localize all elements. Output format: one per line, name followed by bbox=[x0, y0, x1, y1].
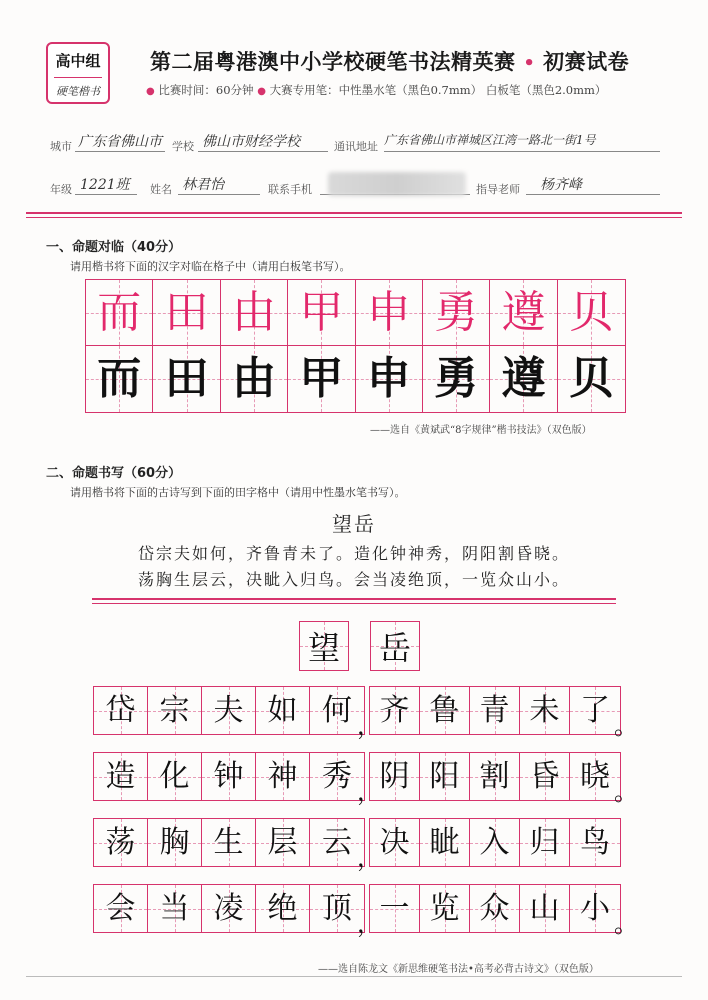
title-main: 第二届粤港澳中小学校硬笔书法精英赛 bbox=[150, 50, 516, 74]
writing-cell[interactable]: 如 bbox=[256, 687, 310, 734]
writing-cell[interactable]: 昏 bbox=[520, 753, 570, 800]
period-mark: 。 bbox=[614, 910, 638, 938]
model-char-cell: 贝 bbox=[558, 280, 625, 346]
writing-cell[interactable]: 了 bbox=[570, 687, 620, 734]
city-value[interactable]: 广东省佛山市 bbox=[78, 134, 162, 150]
writing-cell[interactable]: 小 bbox=[570, 885, 620, 932]
writing-cell[interactable]: 云 bbox=[310, 819, 364, 866]
written-char-cell[interactable]: 勇 bbox=[423, 346, 490, 412]
writing-cell[interactable]: 凌 bbox=[202, 885, 256, 932]
badge-level: 高中组 bbox=[55, 52, 101, 70]
exam-title bbox=[150, 46, 690, 76]
comma-mark: ， bbox=[357, 844, 381, 872]
section2-instruction: 请用楷书将下面的古诗写到下面的田字格中（请用中性墨水笔书写）。 bbox=[70, 486, 406, 499]
writing-cell[interactable]: 胸 bbox=[148, 819, 202, 866]
writing-cell[interactable]: 阴 bbox=[370, 753, 420, 800]
poem-divider-thin bbox=[92, 603, 616, 604]
poem-line-2: 荡胸生层云，决眦入归鸟。会当凌绝顶，一览众山小。 bbox=[137, 570, 570, 589]
teacher-label: 指导老师 bbox=[476, 183, 520, 196]
writing-cell[interactable]: 造 bbox=[94, 753, 148, 800]
period-mark: 。 bbox=[614, 778, 638, 806]
comma-mark: ， bbox=[357, 778, 381, 806]
title-suffix: 初赛试卷 bbox=[543, 50, 630, 74]
comma-mark: ， bbox=[357, 910, 381, 938]
footer-line bbox=[26, 976, 682, 977]
writing-cell[interactable]: 入 bbox=[470, 819, 520, 866]
written-char-cell[interactable]: 遵 bbox=[490, 346, 557, 412]
badge-category: 硬笔楷书 bbox=[56, 85, 100, 98]
writing-cell[interactable]: 顶 bbox=[310, 885, 364, 932]
written-title-cell[interactable]: 望 bbox=[299, 621, 349, 671]
title-dot: • bbox=[523, 53, 536, 74]
address-value[interactable]: 广东省佛山市禅城区江湾一路北一街1号 bbox=[384, 133, 596, 147]
writing-cell[interactable]: 神 bbox=[256, 753, 310, 800]
section2-source: ——选自陈龙文《新思维硬笔书法•高考必背古诗文》（双色版） bbox=[318, 964, 599, 975]
grade-value[interactable]: 1221班 bbox=[80, 177, 130, 193]
writing-row-left bbox=[93, 752, 365, 801]
written-title-cell[interactable]: 岳 bbox=[370, 621, 420, 671]
section1-instruction: 请用楷书将下面的汉字对临在格子中（请用白板笔书写）。 bbox=[70, 260, 351, 273]
writing-cell[interactable]: 未 bbox=[520, 687, 570, 734]
writing-cell[interactable]: 晓 bbox=[570, 753, 620, 800]
copy-grid bbox=[85, 279, 626, 413]
writing-cell[interactable]: 宗 bbox=[148, 687, 202, 734]
writing-cell[interactable]: 一 bbox=[370, 885, 420, 932]
writing-row-right bbox=[369, 686, 621, 735]
exam-subtitle bbox=[146, 82, 686, 98]
writing-cell[interactable]: 齐 bbox=[370, 687, 420, 734]
model-char-cell: 而 bbox=[86, 280, 153, 346]
poem-divider bbox=[92, 598, 616, 600]
school-value[interactable]: 佛山市财经学校 bbox=[202, 134, 300, 150]
name-value[interactable]: 林君怡 bbox=[182, 177, 224, 193]
writing-row-right bbox=[369, 818, 621, 867]
written-char-cell[interactable]: 贝 bbox=[558, 346, 625, 412]
written-char-cell[interactable]: 而 bbox=[86, 346, 153, 412]
writing-cell[interactable]: 鸟 bbox=[570, 819, 620, 866]
poem-line-1: 岱宗夫如何，齐鲁青未了。造化钟神秀，阴阳割昏晓。 bbox=[137, 544, 570, 563]
model-char-cell: 田 bbox=[153, 280, 220, 346]
writing-cell[interactable]: 夫 bbox=[202, 687, 256, 734]
phone-label: 联系手机 bbox=[268, 183, 312, 196]
writing-cell[interactable]: 众 bbox=[470, 885, 520, 932]
writing-cell[interactable]: 归 bbox=[520, 819, 570, 866]
model-char-cell: 由 bbox=[221, 280, 288, 346]
writing-row-left bbox=[93, 686, 365, 735]
written-char-cell[interactable]: 田 bbox=[153, 346, 220, 412]
badge-divider bbox=[54, 77, 102, 78]
school-label: 学校 bbox=[172, 140, 194, 153]
address-label: 通讯地址 bbox=[334, 140, 378, 153]
model-char-cell: 遵 bbox=[490, 280, 557, 346]
writing-cell[interactable]: 层 bbox=[256, 819, 310, 866]
writing-cell[interactable]: 青 bbox=[470, 687, 520, 734]
header-divider bbox=[26, 212, 682, 214]
grade-label: 年级 bbox=[50, 183, 72, 196]
section2-title: 二、命题书写（60分） bbox=[46, 466, 182, 481]
writing-cell[interactable]: 生 bbox=[202, 819, 256, 866]
teacher-value[interactable]: 杨齐峰 bbox=[540, 177, 582, 193]
pen-info: 大赛专用笔：中性墨水笔（黑色0.7mm） 白板笔（黑色2.0mm） bbox=[269, 83, 607, 97]
writing-cell[interactable]: 会 bbox=[94, 885, 148, 932]
writing-cell[interactable]: 鲁 bbox=[420, 687, 470, 734]
writing-cell[interactable]: 秀 bbox=[310, 753, 364, 800]
phone-redacted bbox=[328, 172, 466, 196]
poem-title: 望岳 bbox=[332, 512, 376, 536]
writing-cell[interactable]: 化 bbox=[148, 753, 202, 800]
writing-cell[interactable]: 岱 bbox=[94, 687, 148, 734]
section1-source: ——选自《黄斌武“8字规律”楷书技法》（双色版） bbox=[370, 425, 592, 436]
city-label: 城市 bbox=[50, 140, 72, 153]
writing-cell[interactable]: 割 bbox=[470, 753, 520, 800]
model-char-cell: 勇 bbox=[423, 280, 490, 346]
writing-cell[interactable]: 荡 bbox=[94, 819, 148, 866]
comma-mark: ， bbox=[357, 712, 381, 740]
written-char-cell[interactable]: 由 bbox=[221, 346, 288, 412]
writing-row-left bbox=[93, 818, 365, 867]
writing-cell[interactable]: 当 bbox=[148, 885, 202, 932]
section1-title: 一、命题对临（40分） bbox=[46, 240, 182, 255]
bullet-icon: ● bbox=[146, 86, 155, 97]
writing-cell[interactable]: 览 bbox=[420, 885, 470, 932]
writing-row-left bbox=[93, 884, 365, 933]
time-info: 比赛时间：60分钟 bbox=[158, 83, 254, 97]
model-char-cell: 甲 bbox=[288, 280, 355, 346]
writing-cell[interactable]: 钟 bbox=[202, 753, 256, 800]
period-mark: 。 bbox=[614, 712, 638, 740]
header-divider-thin bbox=[26, 217, 682, 218]
name-label: 姓名 bbox=[150, 183, 172, 196]
writing-cell[interactable]: 何 bbox=[310, 687, 364, 734]
bullet-icon: ● bbox=[257, 86, 266, 97]
written-char-cell[interactable]: 申 bbox=[356, 346, 423, 412]
writing-cell[interactable]: 山 bbox=[520, 885, 570, 932]
writing-cell[interactable]: 决 bbox=[370, 819, 420, 866]
level-badge bbox=[46, 42, 110, 104]
writing-cell[interactable]: 眦 bbox=[420, 819, 470, 866]
model-char-cell: 申 bbox=[356, 280, 423, 346]
writing-cell[interactable]: 绝 bbox=[256, 885, 310, 932]
writing-row-right bbox=[369, 884, 621, 933]
writing-row-right bbox=[369, 752, 621, 801]
written-char-cell[interactable]: 甲 bbox=[288, 346, 355, 412]
writing-cell[interactable]: 阳 bbox=[420, 753, 470, 800]
